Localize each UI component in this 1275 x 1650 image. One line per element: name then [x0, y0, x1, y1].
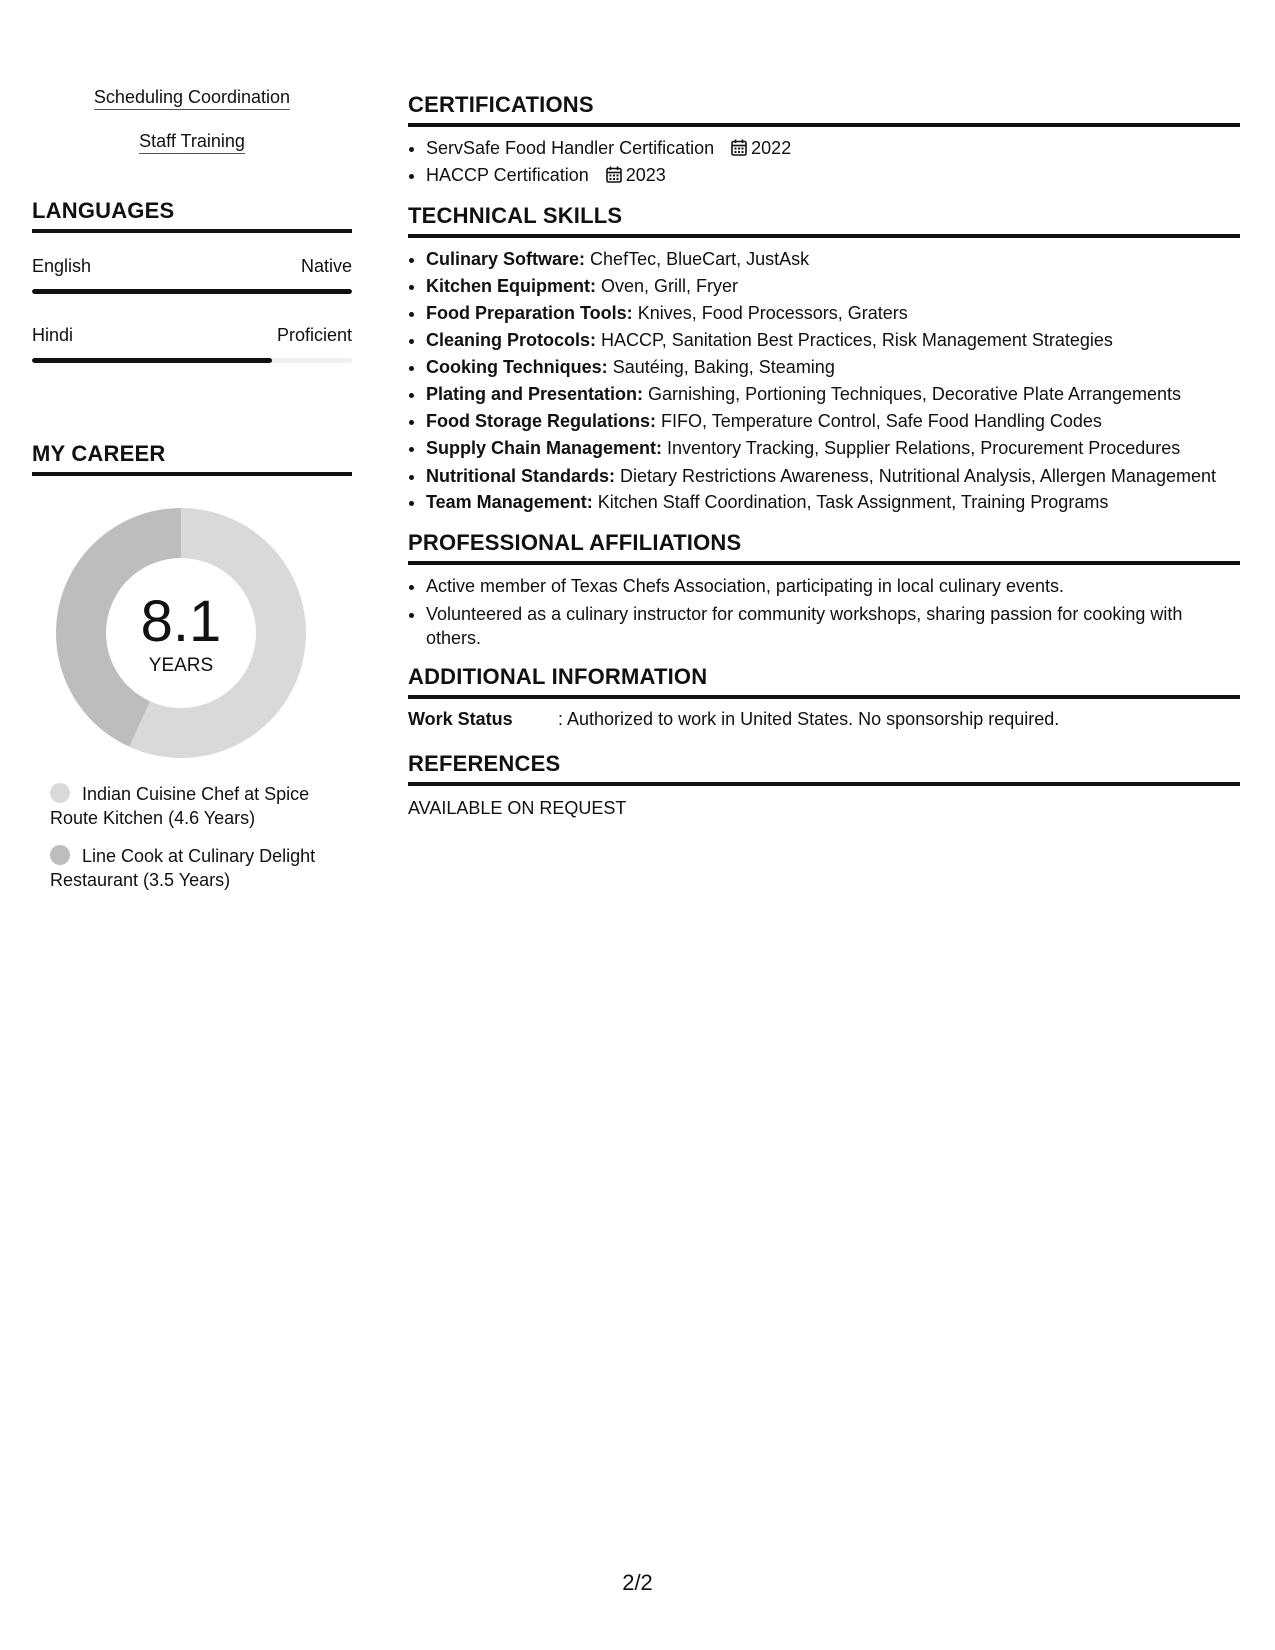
language-level-fill [32, 358, 272, 363]
skill-tags [32, 86, 352, 174]
language-row [32, 324, 352, 363]
affiliations-heading: PROFESSIONAL AFFILIATIONS [408, 530, 1240, 565]
career-total-years: 8.1 [140, 589, 222, 654]
affiliation-item: • Volunteered as a culinary instructor for community workshops, sharing passion for cooking with others. [426, 600, 1240, 650]
career-donut-chart [56, 508, 306, 758]
skill-label: Culinary Software: [426, 249, 586, 269]
technical-skills-list [408, 246, 1240, 516]
skill-item [426, 489, 1240, 516]
skill-label: Team Management: [426, 492, 593, 512]
work-status-row [408, 707, 1240, 731]
certifications-list [408, 135, 1240, 189]
skill-label: Cleaning Protocols: [426, 330, 597, 350]
additional-info-heading: ADDITIONAL INFORMATION [408, 664, 1240, 699]
career-legend [50, 782, 340, 892]
work-status-label: Work Status [408, 709, 513, 729]
calendar-icon [606, 166, 622, 183]
skill-tag: Scheduling Coordination [94, 86, 290, 110]
language-name: English [32, 256, 92, 276]
skill-value: Oven, Grill, Fryer [601, 276, 739, 296]
certification-year: 2022 [751, 138, 792, 158]
skill-item [426, 246, 1240, 273]
skill-value: ChefTec, BlueCart, JustAsk [590, 249, 810, 269]
skill-item [426, 273, 1240, 300]
language-name: Hindi [32, 325, 74, 345]
skill-item [426, 354, 1240, 381]
skill-value: Dietary Restrictions Awareness, Nutritional Analysis, Allergen Management [620, 466, 1216, 486]
skill-label: Nutritional Standards: [426, 466, 616, 486]
skill-value: FIFO, Temperature Control, Safe Food Handling Codes [661, 411, 1102, 431]
certifications-section [408, 92, 1240, 189]
language-level: Native [300, 256, 352, 276]
references-heading: REFERENCES [408, 751, 1240, 786]
work-status-value: : Authorized to work in United States. No sponsorship required. [558, 709, 1060, 729]
languages-heading: LANGUAGES [32, 198, 352, 233]
career-legend-item [50, 782, 340, 830]
references-text: AVAILABLE ON REQUEST [408, 798, 627, 818]
certification-year: 2023 [625, 165, 666, 185]
skill-label: Kitchen Equipment: [426, 276, 596, 296]
skill-label: Food Storage Regulations: [426, 411, 657, 431]
main-column [408, 92, 1240, 834]
language-row [32, 255, 352, 294]
legend-dot-icon [50, 783, 70, 803]
technical-skills-section [408, 203, 1240, 516]
language-level: Proficient [276, 325, 352, 345]
sidebar [32, 86, 352, 906]
certification-name: ServSafe Food Handler Certification [426, 138, 715, 158]
language-level-bar [32, 358, 352, 363]
skill-value: Knives, Food Processors, Graters [637, 303, 908, 323]
skill-item [426, 408, 1240, 435]
skill-value: Inventory Tracking, Supplier Relations, Procurement Procedures [667, 438, 1181, 458]
technical-skills-heading: TECHNICAL SKILLS [408, 203, 1240, 238]
skill-item [426, 381, 1240, 408]
skill-tag: Staff Training [139, 130, 245, 154]
career-section [32, 441, 352, 892]
skill-item [426, 300, 1240, 327]
skill-label: Cooking Techniques: [426, 357, 608, 377]
legend-dot-icon [50, 845, 70, 865]
career-legend-label: Line Cook at Culinary Delight Restaurant (3.5 Years) [50, 846, 316, 890]
additional-info-section [408, 664, 1240, 731]
skill-value: Sautéing, Baking, Steaming [612, 357, 835, 377]
certification-item [426, 162, 1240, 189]
certification-name: HACCP Certification [426, 165, 589, 185]
career-heading: MY CAREER [32, 441, 352, 476]
skill-label: Plating and Presentation: [426, 384, 644, 404]
donut-center [56, 508, 306, 758]
languages-section [32, 198, 352, 363]
affiliation-item: • Active member of Texas Chefs Association, participating in local culinary events. [426, 573, 1240, 600]
skill-value: Kitchen Staff Coordination, Task Assignment, Training Programs [597, 492, 1109, 512]
language-level-fill [32, 289, 352, 294]
career-total-unit: YEARS [148, 655, 214, 676]
career-legend-label: Indian Cuisine Chef at Spice Route Kitchen (4.6 Years) [50, 784, 310, 828]
skill-item [426, 435, 1240, 462]
language-level-bar [32, 289, 352, 294]
references-section [408, 751, 1240, 820]
skill-value: Garnishing, Portioning Techniques, Decorative Plate Arrangements [648, 384, 1182, 404]
affiliations-list [408, 573, 1240, 650]
page-number: 2/2 [622, 1570, 653, 1595]
skill-label: Supply Chain Management: [426, 438, 663, 458]
career-legend-item [50, 844, 340, 892]
skill-value: HACCP, Sanitation Best Practices, Risk Management Strategies [601, 330, 1113, 350]
skill-item [426, 327, 1240, 354]
affiliations-section [408, 530, 1240, 650]
calendar-icon [731, 139, 747, 156]
certification-item [426, 135, 1240, 162]
skill-label: Food Preparation Tools: [426, 303, 633, 323]
skill-item [426, 462, 1240, 489]
certifications-heading: CERTIFICATIONS [408, 92, 1240, 127]
